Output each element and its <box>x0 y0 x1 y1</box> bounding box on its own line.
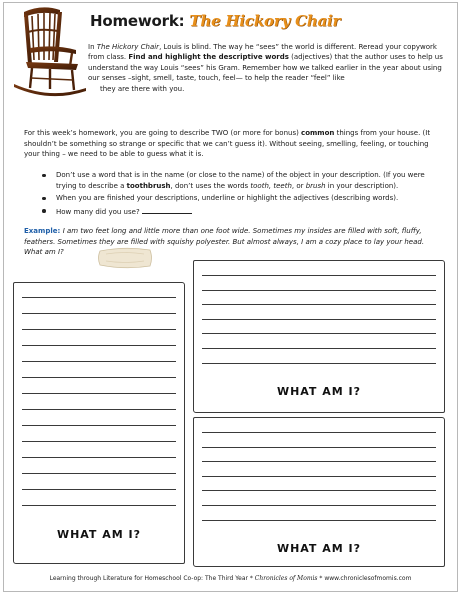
book-title: The Hickory Chair <box>96 43 160 51</box>
rule-bold: toothbrush <box>126 181 171 190</box>
page-title <box>90 12 340 30</box>
footer-website: * www.chroniclesofmomis.com <box>317 575 412 582</box>
rocking-chair-image <box>10 4 88 102</box>
instructions-text: For this week’s homework, you are going to describe TWO (or more for bonus) <box>24 129 302 137</box>
example-text: I am two feet long and little more than one foot wide. Sometimes my insides are filled with soft, fluffy, feathers. Sometimes they are filled with squishy polyester. But almost always, I am a cozy place to lay your head. What am I? <box>24 227 425 257</box>
rule-text: How many did you use? <box>56 207 142 216</box>
intro-text: , Louis is blind. The way he “sees” the world is different. Reread your copywork from class. <box>88 43 437 62</box>
answer-lines <box>202 432 436 534</box>
rule-text: When you are finished your descriptions, underline or highlight the adjectives (describing words). <box>56 194 399 203</box>
rule-italic: tooth, teeth <box>250 181 292 190</box>
title-prefix: Homework: <box>90 12 190 30</box>
example-paragraph <box>24 226 444 258</box>
footer <box>0 575 461 582</box>
what-am-i-label: WHAT AM I? <box>276 542 362 555</box>
what-am-i-label: WHAT AM I? <box>56 528 142 541</box>
answer-lines <box>202 275 436 377</box>
instructions-text: things from your house. (It shouldn’t be something so strange or specific that we can’t guess it). Without seeing, smelling, feeling, or touching your thing – we need to be able to guess what it is. <box>24 129 431 159</box>
intro-text: they are there with you. <box>100 84 185 93</box>
title-accent: The Hickory Chair <box>189 12 341 30</box>
what-am-i-label: WHAT AM I? <box>276 385 362 398</box>
rules-list <box>40 170 440 219</box>
answer-lines <box>22 297 176 521</box>
pillow-image <box>96 245 154 271</box>
example-label: Example: <box>24 227 63 235</box>
rule-item <box>40 206 440 218</box>
footer-text: Learning through Literature for Homeschool Co-op: The Third Year * <box>49 575 255 582</box>
answer-box-3[interactable] <box>193 417 445 567</box>
intro-text: (adjectives) that the author uses to help us understand the way Louis “sees” his Gram. Remember how we talked earlier in the year about using our senses –sight, smell, taste, touch, feel— to help the reader “feel” like <box>88 53 443 83</box>
intro-text: In <box>88 43 97 51</box>
footer-brand: Chronicles of Momis <box>254 575 318 582</box>
count-blank[interactable] <box>142 206 192 214</box>
rule-text: in your description). <box>325 181 399 190</box>
instructions-bold: common <box>301 129 335 137</box>
instructions-paragraph <box>24 128 444 160</box>
rule-text: Don’t use a word that is in the name (or close to the name) of the object in your description. (If you were trying to describe a <box>56 171 425 190</box>
rule-item <box>40 193 440 204</box>
rule-text: , don’t uses the words <box>170 181 251 190</box>
rule-item <box>40 170 440 191</box>
rule-italic: brush <box>305 181 326 190</box>
answer-box-2[interactable] <box>193 260 445 413</box>
rule-text: , or <box>291 181 306 190</box>
intro-paragraph <box>88 42 443 94</box>
intro-bold: Find and highlight the descriptive words <box>128 53 289 62</box>
answer-box-1[interactable] <box>13 282 185 564</box>
